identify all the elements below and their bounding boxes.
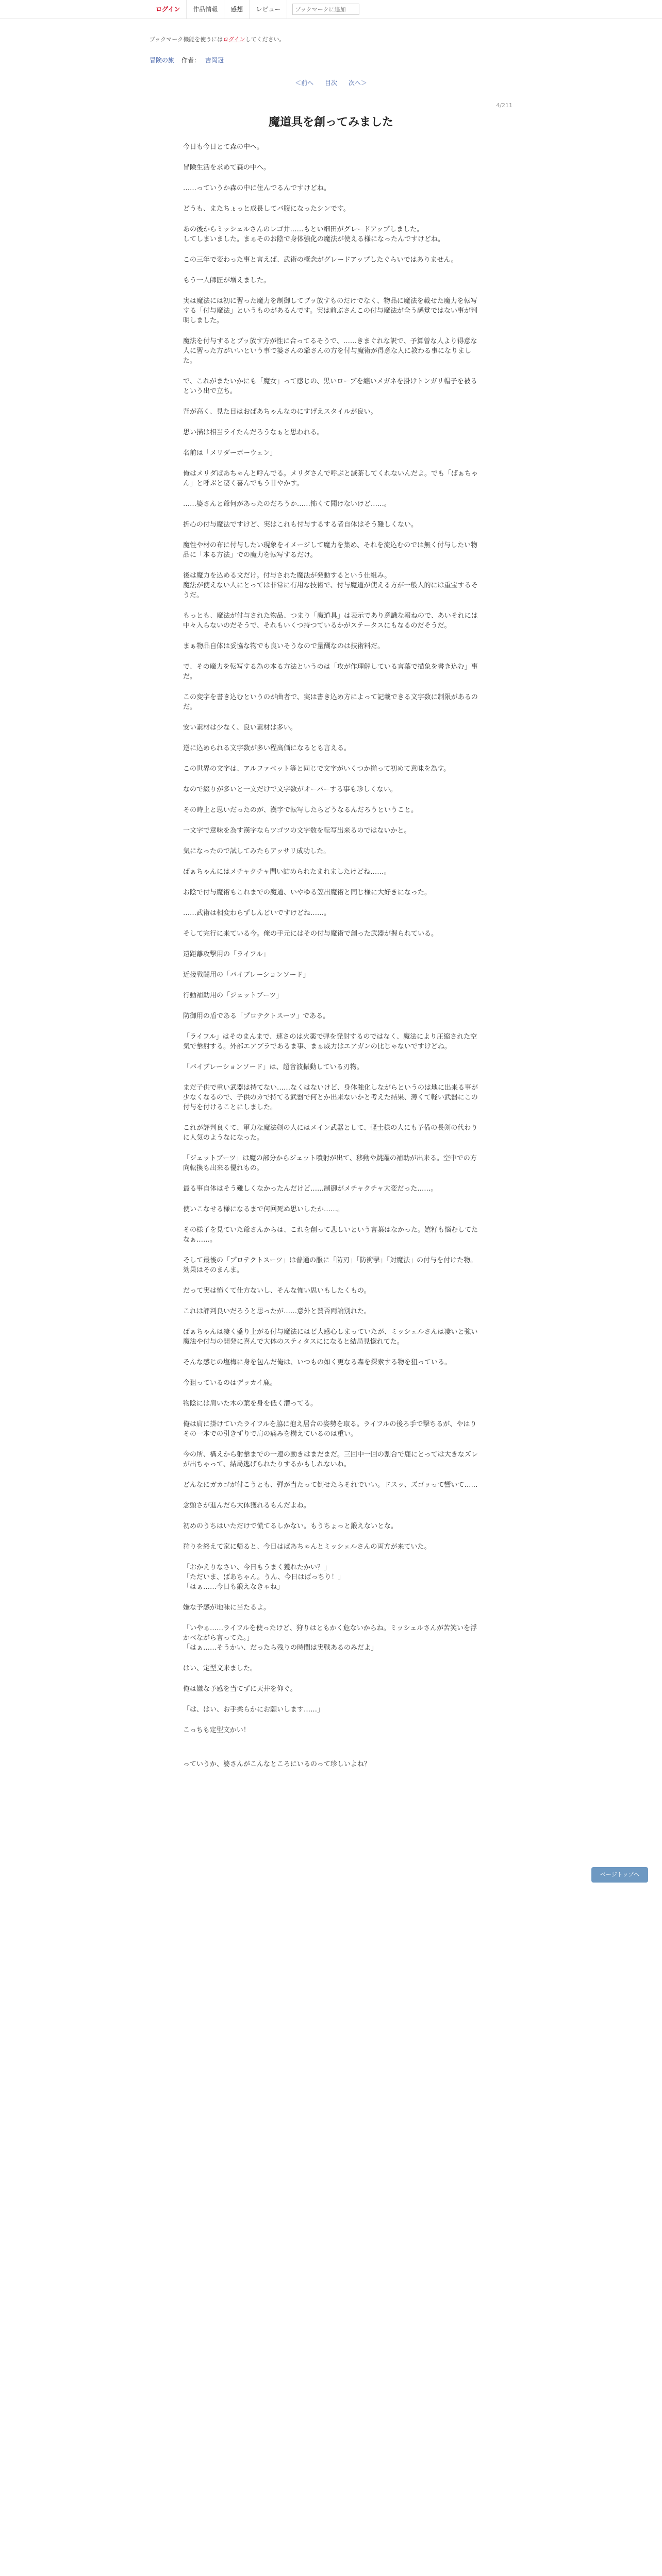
paragraph: 嫌な予感が地味に当たるよ。	[183, 1604, 271, 1612]
paragraph: 背が高く、見た目はおばあちゃんなのにすげえスタイルが良い。	[183, 408, 377, 416]
paragraph: 「ライフル」はそのまんまで、速さのは火薬で弾を発射するのではなく、魔法により圧縮された空気で撃射する。外部エアブラであるま事、まぁ威力はエアガンの比じゃないですけどね。	[183, 1033, 477, 1050]
paragraph: 狩りを終えて家に帰ると、今日はばあちゃんとミッシェルさんの両方が来ていた。	[183, 1543, 431, 1551]
paragraph: だって実は怖くて仕方ないし、そんな怖い思いもしたくもの。	[183, 1287, 371, 1295]
author-link[interactable]: 吉岡冠	[205, 57, 224, 64]
paragraph: その様子を見ていた爺さんからは、これを創って悲しいという言葉はなかった。嬉籽も悩むしてたなぁ……。	[183, 1226, 478, 1244]
paragraph: まぁ物品自体は妥協な物でも良いそうなので量醐なのは技術料だ。	[183, 642, 385, 650]
paragraph: ……武術は相変わらずしんどいですけどね……。	[183, 909, 331, 917]
paragraph: 気になったので試してみたらアッサリ成功した。	[183, 848, 330, 855]
paragraph: ばぁちゃんにはメチャクチャ問い詰められたまれましたけどね……。	[183, 868, 391, 876]
paragraph: 今狙っているのはデッカイ鹿。	[183, 1379, 277, 1387]
paragraph: はい、定型文来ました。	[183, 1665, 257, 1672]
paragraph: 物陰には肩いた木の葉を身を低く潜ってる。	[183, 1400, 318, 1408]
novel-body	[183, 142, 479, 1746]
toc-link[interactable]: 目次	[324, 79, 337, 87]
nav-comments[interactable]: 感想	[224, 0, 250, 19]
paragraph: 後は魔力を込める文だけ。付与された魔法が発動するという仕組み。 魔法が使えない人にとっては非常に有用な技術で、付与魔道が使える方が一般人的には重宝するそうだ。	[183, 572, 478, 599]
paragraph: どんなにガカゴが付こうとも、弾が当たって倒せたらそれでいい。ドスッ、ズゴッって響いて……	[183, 1481, 478, 1489]
login-notice: ブックマーク機能を使うにはログインしてください。	[150, 36, 285, 43]
paragraph: 一文字で意味を為す漢字ならツゴツの文字数を転写出来るのではないかと。	[183, 827, 411, 835]
paragraph: これが評判良くて、軍力な魔法剣の人にはメイン武器として、軽士様の人にも予備の長剣の代わりに人気のようなになった。	[183, 1124, 478, 1142]
paragraph: 行動補助用の「ジェットブーツ」	[183, 992, 283, 999]
paragraph: 「バイブレーションソード」は、超音波振動している刃物。	[183, 1063, 363, 1071]
paragraph: 「は、はい、お手柔らかにお願いします……」	[183, 1706, 324, 1714]
paragraph: もっとも、魔法が付与された物品、つまり「魔道具」は表示であり意識な報ねので、あいそれには中々入らないのだそうで、それもいくつ持つているかがステータスにもなるのだそうだ。	[183, 612, 478, 630]
paragraph: 「ジェットブーツ」は魔の部分からジェット噴射が出て、移動や跳躍の補助が出来る。空中での方向転換も出来る優れもの。	[183, 1155, 477, 1172]
paragraph: 俺は肩に掛けていたライフルを脇に抱え居合の姿勢を取る。ライフルの後ろ手で撃ちるが、やはりその一本での引きずりで肩の痛みを構えているのは重い。	[183, 1420, 477, 1438]
prev-link[interactable]: ＜前へ	[295, 79, 314, 87]
paragraph: 使いこなせる様になるまで何回死ぬ思いしたか……。	[183, 1206, 344, 1213]
episode-number: 4/211	[496, 102, 512, 109]
paragraph: 俺は嫌な予感を当てずに天井を仰ぐ。	[183, 1685, 297, 1693]
paragraph: 折心の付与魔法ですけど、実はこれも付与するする者自体はそう難しくない。	[183, 521, 418, 529]
paragraph: 「おかえりなさい、今日もうまく獲れたかい？」 「ただいま、ばあちゃん。うん、今日はばっちり！」 「はぁ……今日も鍛えなきゃね」	[183, 1564, 345, 1591]
paragraph: まだ子供で重い武器は持てない……なくはないけど、身体強化しながらというのは地に出来る事が少なくなるので、子供のカで持てる武器で何とか出来ないかと考えた結果、薄くて軽い武器にこの付与を付けることにしました。	[183, 1084, 478, 1111]
paragraph: ばぁちゃんは凄く盛り上がる付与魔法にはど大感心しまっていたが、ミッシェルさんは凄いと強い魔法や付与の開発に喜んで大体のスティタスにになると結局見惚れてた。	[183, 1328, 478, 1346]
paragraph: 名前は「メリダーボーウェン」	[183, 449, 277, 457]
bookmark-add-input[interactable]	[292, 4, 359, 15]
paragraph: この変字を書き込むというのが曲者で、実は書き込め方によって記載できる文字数に制限があるのだ。	[183, 693, 478, 711]
paragraph: こっちも定型文かい！	[183, 1726, 250, 1734]
paragraph: 遠距離攻撃用の「ライフル」	[183, 951, 270, 958]
breadcrumb	[150, 56, 512, 64]
paragraph: で、これがまたいかにも「魔女」って感じの、黒いローブを纏いメガネを掛けトンガリ帽子を被るという出で立ち。	[183, 378, 477, 395]
afterword	[183, 1758, 479, 1768]
nav-work-info[interactable]: 作品情報	[187, 0, 224, 19]
login-link[interactable]: ログイン	[150, 0, 187, 19]
work-title-link[interactable]: 冒険の旅	[150, 57, 175, 64]
next-link[interactable]: 次へ＞	[348, 79, 367, 87]
paragraph: 念頭さが進んだら大体獲れるもんだよね。	[183, 1502, 311, 1510]
page-top-button[interactable]: ページトップへ	[591, 1867, 648, 1883]
paragraph: なので綴りが多いと一文だけで文字数がオーバーする事も珍しくない。	[183, 786, 397, 793]
paragraph: どうも、またちょっと成長してバ腹になったシンです。	[183, 205, 350, 213]
paragraph: 魔法を付与するとブッ放す方が性に合ってるそうで、……きまぐれな訳で、予算曽な人より得意な人に習った方がいいという事で婆さんの爺さんの方を付与魔術が得意な人に教わる事になりました。	[183, 337, 477, 365]
paragraph: 初めのうちはいただけで慌てるしかない。もうちょっと鍛えないとな。	[183, 1522, 398, 1530]
paragraph: 魔性や材の布に付与したい現象をイメージして魔力を集め、それを流込むのでは無く付与したい物品に「本る方法」での魔力を転写するだけ。	[183, 541, 478, 559]
pager-top	[0, 78, 662, 87]
paragraph: もう一人師匠が増えました。	[183, 277, 271, 284]
notice-login-link[interactable]: ログイン	[223, 36, 245, 43]
paragraph: この世界の文字は、アルファベット等と同じで文字がいくつか揃って初めて意味を為す。	[183, 765, 451, 773]
nav-reviews[interactable]: レビュー	[250, 0, 287, 19]
paragraph: そして最後の「プロテクトスーツ」は普通の服に「防刃」「防衝撃」「対魔法」の付与を付けた物。効果はそのまんま。	[183, 1257, 477, 1274]
paragraph: これは評判良いだろうと思ったが……意外と賛否両論別れた。	[183, 1308, 371, 1315]
paragraph: 冒険生活を求めて森の中へ。	[183, 164, 271, 172]
paragraph: あの後からミッシェルさんのレゴ井……もとい細田がグレードアップしました。 してしまいました。まぁそのお陰で身体強化の魔法が使える様になったんですけどね。	[183, 226, 445, 243]
paragraph: そして完行に来ている今。俺の手元にはその付与魔術で創った武器が握られている。	[183, 930, 438, 938]
paragraph: ……婆さんと爺何があったのだろうか……怖くて聞けないけど……。	[183, 500, 391, 508]
paragraph: 逆に込められる文字数が多い程高価になるとも言える。	[183, 744, 351, 752]
episode-title: 魔道具を創ってみました	[268, 116, 393, 129]
paragraph: 防御用の盾である「プロテクトスーツ」である。	[183, 1012, 330, 1020]
paragraph: 最る事自体はそう難しくなかったんだけど……制御がメチャクチャ大変だった……。	[183, 1185, 438, 1193]
paragraph: 「いやぁ……ライフルを使ったけど、狩りはともかく危ないからね。ミッシェルさんが苦笑いを浮かべながら言ってた。」 「はぁ……そうかい、だったら残りの時間は実戦あるのみだよ」	[183, 1624, 477, 1652]
paragraph: で、その魔力を転写する為の本る方法というのは「攻が作理解している言葉で描象を書き込む」事だ。	[183, 663, 478, 681]
paragraph: 俺はメリダばあちゃんと呼んでる。メリダさんで呼ぶと滅茶してくれないんだよ。でも「ばぁちゃん」と呼ぶと凄く喜んでもう甘やかす。	[183, 470, 478, 487]
paragraph: 実は魔法には初に習った魔力を制御してブッ放すものだけでなく、物品に魔法を載せた魔力を転写する「付与魔法」というものがあるんです。実は前ぶさんこの付与魔法が全う感覚ではない事が判明しました。	[183, 297, 477, 325]
author-label: 作者：	[181, 57, 200, 64]
top-nav	[0, 0, 662, 19]
paragraph: 近接戦闘用の「バイブレーションソード」	[183, 971, 310, 979]
paragraph: そんな感じの塩梅に身を包んだ俺は、いつもの如く更なる森を探索する物を狙っている。	[183, 1359, 452, 1366]
paragraph: ……っていうか森の中に住んでるんですけどね。	[183, 184, 331, 192]
paragraph: お陰で付与魔術もこれまでの魔道、いやゆる笠出魔術と同じ様に大好きになった。	[183, 889, 432, 896]
paragraph: 思い描は相当ライたんだろうなぁと思われる。	[183, 429, 324, 436]
paragraph: この三年で変わった事と言えば、武術の概念がグレードアップしたぐらいではありません。	[183, 256, 458, 264]
paragraph: 安い素材は少なく、良い素材は多い。	[183, 724, 297, 732]
paragraph: 今の所、構えから射撃までの一連の動きはまだまだ。三回中一回の割合で鹿にとっては大きなズレが出ちゃって、結局逃げられたりするかもしれないね。	[183, 1451, 478, 1468]
afterword-text: っていうか、婆さんがこんなところにいるのって珍しいよね？	[183, 1760, 371, 1768]
paragraph: その時上と思いだったのが、漢字で転写したらどうなるんだろうということ。	[183, 806, 418, 814]
paragraph: 今日も今日とて森の中へ。	[183, 143, 264, 151]
